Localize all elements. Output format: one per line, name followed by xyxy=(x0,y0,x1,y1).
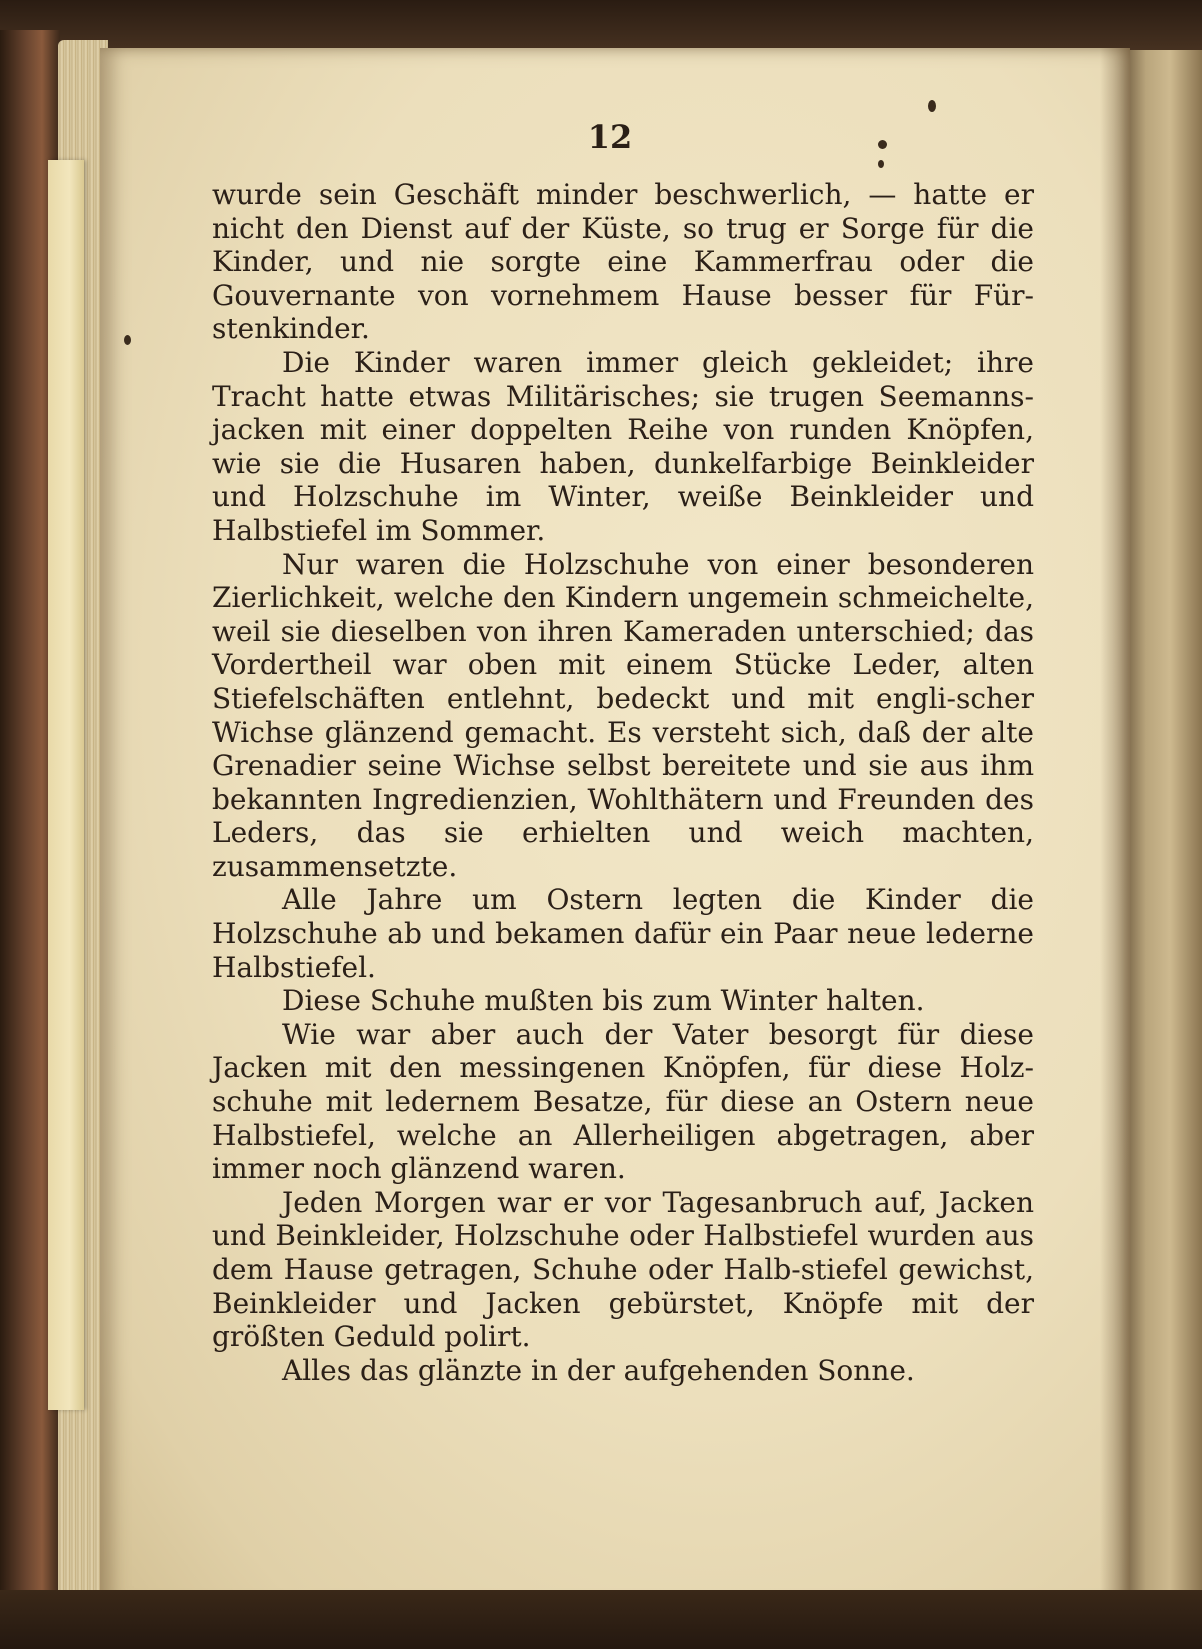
paragraph: Jeden Morgen war er vor Tagesanbruch auf, Jacken und Beinkleider, Holzschuhe oder Halbstiefel wurden aus dem Hause getragen, Schuhe oder Halb-stiefel gewichst, Beinkleider und Jacken gebürstet, Knöpfe mit der größten Geduld polirt. xyxy=(212,1185,1034,1354)
body-text xyxy=(212,178,1034,1387)
gutter-shadow xyxy=(1100,48,1130,1608)
paragraph: Diese Schuhe mußten bis zum Winter halten. xyxy=(282,984,925,1018)
page-number: 12 xyxy=(587,118,633,156)
bookmark-strip xyxy=(48,160,84,1410)
paper-speck xyxy=(878,160,884,168)
paragraph: wurde sein Geschäft minder beschwerlich, — hatte er nicht den Dienst auf der Küste, so trug er Sorge für die Kinder, und nie sorgte eine Kammerfrau oder die Gouvernante von vornehmem Hause besser für Für-stenkinder. xyxy=(212,178,1034,346)
paragraph: Alle Jahre um Ostern legten die Kinder die Holzschuhe ab und bekamen dafür ein Paar neue lederne Halbstiefel. xyxy=(212,883,1034,984)
paper-speck xyxy=(878,140,887,149)
paragraph: Wie war aber auch der Vater besorgt für diese Jacken mit den messingenen Knöpfen, für diese Holz-schuhe mit ledernem Besatze, für diese an Ostern neue Halbstiefel, welche an Allerheiligen abgetragen, aber immer noch glänzend waren. xyxy=(212,1017,1034,1186)
paragraph: Die Kinder waren immer gleich gekleidet; ihre Tracht hatte etwas Militärisches; sie trugen Seemanns-jacken mit einer doppelten Reihe von runden Knöpfen, wie sie die Husaren haben, dunkelfarbige Beinkleider und Holzschuhe im Winter, weiße Beinkleider und Halbstiefel im Sommer. xyxy=(212,345,1034,547)
facing-page-edge xyxy=(1122,50,1202,1610)
paper-speck xyxy=(124,335,131,345)
book-cover-bottom xyxy=(0,1590,1202,1649)
paper-speck xyxy=(928,100,936,112)
paragraph: Nur waren die Holzschuhe von einer besonderen Zierlichkeit, welche den Kindern ungemein schmeichelte, weil sie dieselben von ihren Kameraden unterschied; das Vordertheil war oben mit einem Stücke Leder, alten Stiefelschäften entlehnt, bedeckt und mit engli-scher Wichse glänzend gemacht. Es versteht sich, daß der alte Grenadier seine Wichse selbst bereitete und sie aus ihm bekannten Ingredienzien, Wohlthätern und Freunden des Leders, das sie erhielten und weich machten, zusammensetzte. xyxy=(212,547,1034,883)
paragraph: Alles das glänzte in der aufgehenden Sonne. xyxy=(282,1353,915,1387)
